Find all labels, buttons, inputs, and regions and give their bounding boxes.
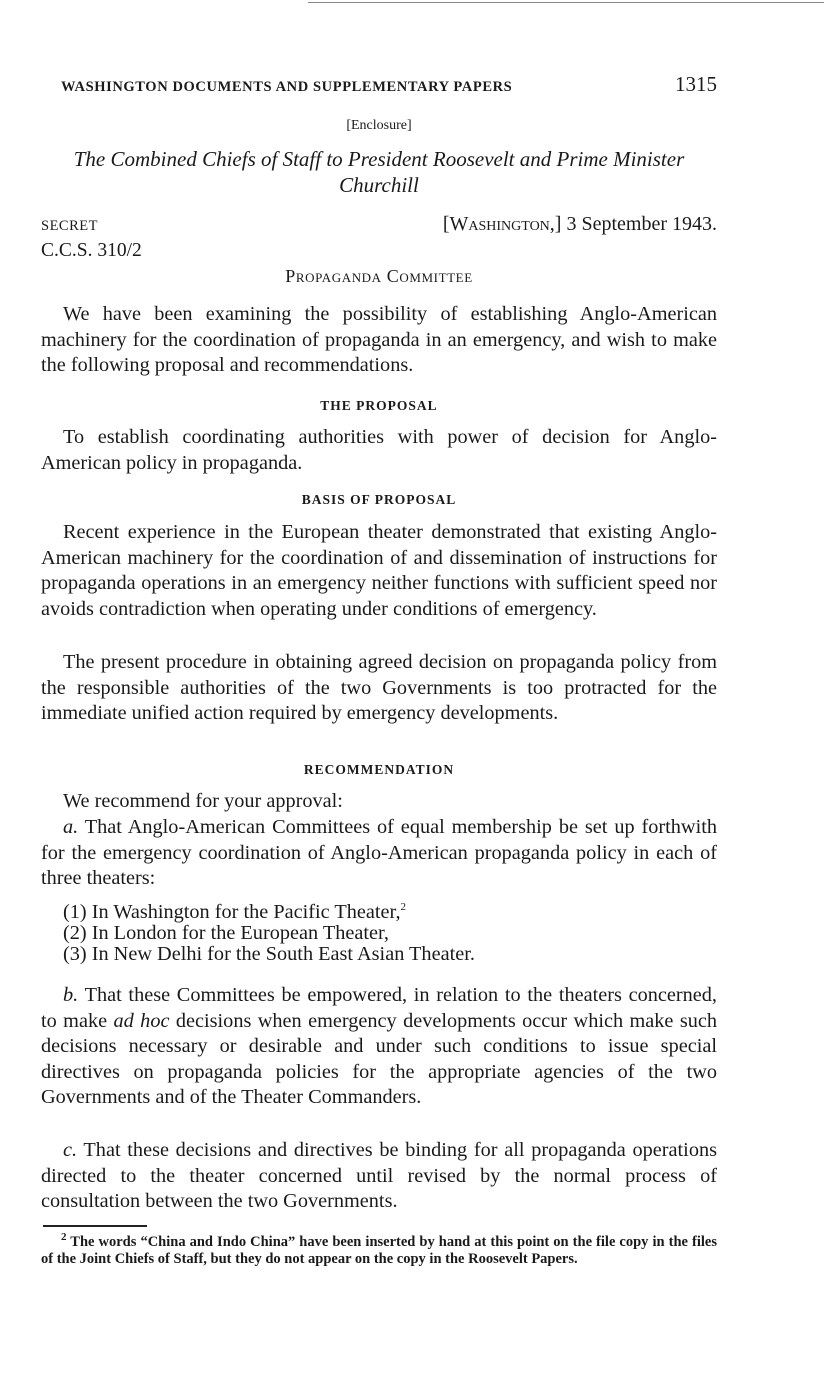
rec-a-body: That Anglo-American Committees of equal membership be set up forthwith for the emergency coordination of Anglo-American propaganda policy in each of three theaters: [41, 816, 717, 890]
ccs-number: C.C.S. 310/2 [41, 240, 142, 261]
footnote-rule [43, 1225, 147, 1227]
enclosure-label: [Enclosure] [346, 118, 412, 133]
proposal-text: To establish coordinating authorities with power of decision for Anglo-American policy in propaganda. [41, 426, 717, 474]
intro-paragraph [41, 302, 717, 379]
proposal-paragraph [41, 425, 717, 476]
list-item-text: (2) In London for the European Theater, [63, 922, 390, 944]
footnote-mark: 2 [61, 1231, 67, 1244]
basis-paragraph-2 [41, 650, 717, 727]
recommendation-a [41, 815, 717, 892]
footnote [41, 1231, 717, 1267]
rec-a-label: a. [63, 816, 79, 838]
recommendation-c [41, 1138, 717, 1215]
footnote-text: The words “China and Indo China” have been inserted by hand at this point on the file copy in the files of the Joint Chiefs of Staff, but they do not appear on the copy in the Roosevelt Papers. [41, 1234, 717, 1267]
place-prefix: [ [442, 213, 450, 235]
running-head [61, 72, 717, 97]
classification: SECRET [41, 218, 98, 234]
recommendation-intro [41, 789, 717, 815]
running-title: WASHINGTON DOCUMENTS AND SUPPLEMENTARY PAPERS [61, 79, 513, 95]
top-rule [308, 2, 824, 3]
date: 3 September 1943. [566, 213, 717, 235]
recommendation-intro-text: We recommend for your approval: [63, 790, 343, 812]
recommendation-b-text [41, 983, 717, 1111]
basis-text-2: The present procedure in obtaining agreed decision on propaganda policy from the responsible authorities of the two Governments is too protracted for the immediate unified action required by emergency developments. [41, 651, 717, 725]
rec-b-label: b. [63, 984, 79, 1006]
rec-b-italic: ad hoc [113, 1009, 170, 1032]
dateline [443, 213, 717, 236]
list-item-text: (3) In New Delhi for the South East Asian Theater. [63, 943, 475, 965]
list-item [63, 923, 475, 944]
rec-b-body-2: decisions when emergency developments occur which make such decisions necessary or desirable and under such conditions to issue special directives on propaganda policies for the appropriate agencies of the two Governments and of the Theater Commanders. [41, 1009, 717, 1109]
recommendation-heading: RECOMMENDATION [303, 762, 455, 777]
place-suffix: ,] [549, 213, 562, 235]
theater-list [63, 902, 475, 965]
recommendation-b [41, 983, 717, 1111]
list-item-text: (1) In Washington for the Pacific Theater, [63, 901, 401, 923]
recommendation-a-text [41, 815, 717, 892]
list-item [63, 944, 475, 965]
basis-paragraph-1 [41, 520, 717, 622]
basis-heading: BASIS OF PROPOSAL [301, 492, 457, 507]
recommendation-c-text [41, 1138, 717, 1215]
document-title: The Combined Chiefs of Staff to President Roosevelt and Prime Minister Churchill [73, 147, 685, 197]
footnote-ref: 2 [400, 901, 407, 914]
place: Washington [449, 213, 550, 235]
rec-b-body-1: That these Committees be empowered, in relation to the theaters concerned, to make [41, 984, 717, 1032]
committee-heading: Propaganda Committee [285, 266, 473, 286]
rec-c-body: That these decisions and directives be binding for all propaganda operations directed to the theater concerned until revised by the normal process of consultation between the two Governments. [41, 1139, 717, 1213]
list-item [63, 902, 475, 923]
proposal-heading: THE PROPOSAL [320, 398, 438, 413]
basis-text-1: Recent experience in the European theater demonstrated that existing Anglo-American machinery for the coordination of and dissemination of instructions for propaganda operations in an emergency neither functions with sufficient speed nor avoids contradiction when operating under conditions of emergency. [41, 521, 717, 620]
rec-c-label: c. [63, 1139, 78, 1161]
intro-text: We have been examining the possibility of establishing Anglo-American machinery for the coordination of propaganda in an emergency, and wish to make the following proposal and recommendations. [41, 303, 717, 377]
page-number: 1315 [675, 72, 717, 96]
